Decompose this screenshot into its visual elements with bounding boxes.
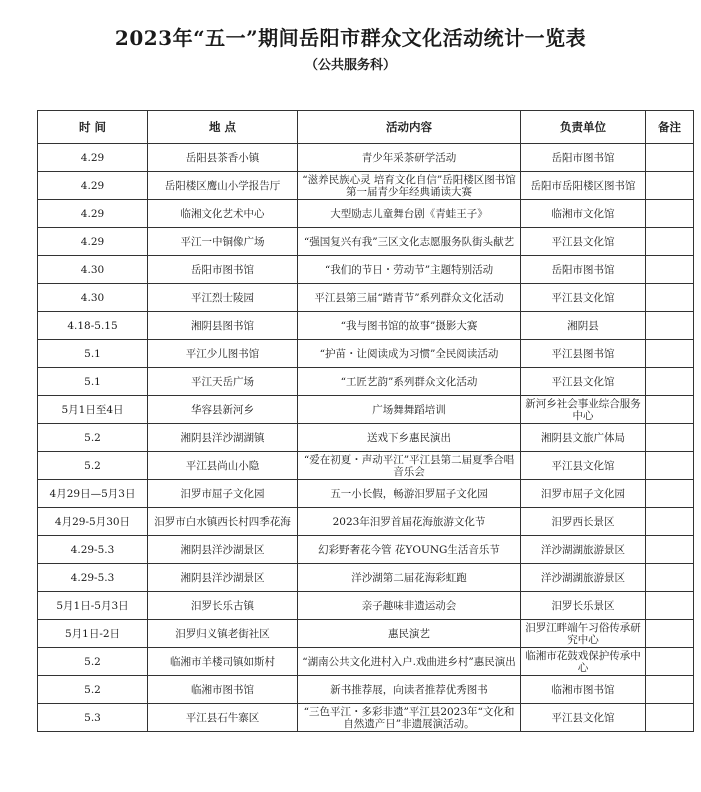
cell-activity: “我与图书馆的故事”摄影大赛 [298,312,521,340]
table-row [38,228,694,256]
cell-location: 平江一中铜像广场 [148,228,298,256]
header-time: 时 间 [38,111,148,144]
cell-unit: 新河乡社会事业综合服务中心 [521,396,646,424]
cell-activity: “滋养民族心灵 培育文化自信”岳阳楼区图书馆第一届青少年经典诵读大赛 [298,172,521,200]
table-row [38,172,694,200]
cell-time: 4.29 [38,228,148,256]
cell-remark [646,508,694,536]
cell-location: 平江烈士陵园 [148,284,298,312]
cell-unit: 岳阳市图书馆 [521,256,646,284]
cell-remark [646,396,694,424]
cell-unit: 平江县文化馆 [521,368,646,396]
cell-remark [646,480,694,508]
table-body [38,144,694,732]
cell-location: 汨罗市屈子文化园 [148,480,298,508]
cell-location: 湘阴县洋沙湖景区 [148,564,298,592]
cell-time: 4.29 [38,172,148,200]
cell-unit: 岳阳市岳阳楼区图书馆 [521,172,646,200]
cell-remark [646,536,694,564]
cell-remark [646,368,694,396]
cell-location: 平江少儿图书馆 [148,340,298,368]
cell-unit: 汨罗长乐景区 [521,592,646,620]
cell-time: 5月1日-2日 [38,620,148,648]
table-row [38,200,694,228]
cell-time: 5.2 [38,424,148,452]
table-row [38,480,694,508]
cell-location: 临湘市羊楼司镇如斯村 [148,648,298,676]
header-remark: 备注 [646,111,694,144]
table-row [38,620,694,648]
cell-unit: 平江县文化馆 [521,704,646,732]
table-row [38,676,694,704]
cell-time: 5.2 [38,676,148,704]
cell-location: 岳阳县茶香小镇 [148,144,298,172]
table-row [38,144,694,172]
cell-location: 岳阳楼区鹰山小学报告厅 [148,172,298,200]
cell-location: 华容县新河乡 [148,396,298,424]
cell-unit: 临湘市文化馆 [521,200,646,228]
cell-unit: 平江县图书馆 [521,340,646,368]
cell-remark [646,172,694,200]
cell-time: 4月29日—5月3日 [38,480,148,508]
cell-remark [646,228,694,256]
cell-time: 5.1 [38,368,148,396]
cell-time: 5.3 [38,704,148,732]
cell-unit: 平江县文化馆 [521,452,646,480]
activity-table [37,110,694,732]
cell-unit: 汨罗江畔端午习俗传承研究中心 [521,620,646,648]
cell-remark [646,620,694,648]
cell-unit: 平江县文化馆 [521,228,646,256]
table-row [38,508,694,536]
cell-location: 临湘文化艺术中心 [148,200,298,228]
table-row [38,284,694,312]
table-row [38,340,694,368]
cell-time: 4.29 [38,200,148,228]
cell-remark [646,200,694,228]
cell-time: 4.30 [38,284,148,312]
header-activity: 活动内容 [298,111,521,144]
cell-unit: 临湘市花鼓戏保护传承中心 [521,648,646,676]
cell-unit: 汨罗西长景区 [521,508,646,536]
cell-activity: “三色平江・多彩非遗”平江县2023年“文化和自然遗产日”非遗展演活动。 [298,704,521,732]
cell-activity: “湖南公共文化进村入户.戏曲进乡村”惠民演出 [298,648,521,676]
cell-time: 5.2 [38,452,148,480]
cell-time: 5月1日-5月3日 [38,592,148,620]
cell-unit: 临湘市图书馆 [521,676,646,704]
cell-location: 汨罗归义镇老街社区 [148,620,298,648]
cell-location: 岳阳市图书馆 [148,256,298,284]
cell-unit: 洋沙湖湖旅游景区 [521,536,646,564]
table-row [38,452,694,480]
cell-time: 5.2 [38,648,148,676]
table-header-row [38,111,694,144]
cell-time: 4.30 [38,256,148,284]
cell-activity: 亲子趣味非遗运动会 [298,592,521,620]
table-row [38,592,694,620]
cell-remark [646,592,694,620]
cell-location: 湘阴县图书馆 [148,312,298,340]
cell-time: 4.29 [38,144,148,172]
cell-activity: 2023年汨罗首届花海旅游文化节 [298,508,521,536]
header-unit: 负责单位 [521,111,646,144]
page-subtitle: （公共服务科） [304,58,396,73]
cell-remark [646,704,694,732]
cell-time: 4.29-5.3 [38,564,148,592]
cell-remark [646,452,694,480]
cell-unit: 岳阳市图书馆 [521,144,646,172]
cell-location: 平江天岳广场 [148,368,298,396]
cell-remark [646,564,694,592]
cell-activity: 洋沙湖第二届花海彩虹跑 [298,564,521,592]
table-row [38,648,694,676]
table-row [38,424,694,452]
cell-remark [646,144,694,172]
cell-remark [646,256,694,284]
cell-time: 4.29-5.3 [38,536,148,564]
cell-unit: 平江县文化馆 [521,284,646,312]
cell-time: 4.18-5.15 [38,312,148,340]
cell-activity: “强国复兴有我”三区文化志愿服务队街头献艺 [298,228,521,256]
table-row [38,704,694,732]
cell-activity: 五一小长假，畅游汨罗屈子文化园 [298,480,521,508]
cell-remark [646,340,694,368]
table-row [38,564,694,592]
cell-remark [646,676,694,704]
cell-activity: 新书推荐展，向读者推荐优秀图书 [298,676,521,704]
cell-activity: “工匠艺韵”系列群众文化活动 [298,368,521,396]
cell-unit: 湘阴县文旅广体局 [521,424,646,452]
cell-activity: 惠民演艺 [298,620,521,648]
cell-time: 5.1 [38,340,148,368]
cell-activity: 广场舞舞蹈培训 [298,396,521,424]
page-title: 2023年“五一”期间岳阳市群众文化活动统计一览表 [114,26,587,50]
cell-location: 平江县石牛寨区 [148,704,298,732]
cell-remark [646,424,694,452]
cell-location: 汨罗市白水镇西长村四季花海 [148,508,298,536]
cell-activity: 大型励志儿童舞台剧《青蛙王子》 [298,200,521,228]
cell-activity: 幻彩野奢花今管 花YOUNG生活音乐节 [298,536,521,564]
cell-activity: 平江县第三届“踏青节”系列群众文化活动 [298,284,521,312]
cell-activity: 青少年采茶研学活动 [298,144,521,172]
table-row [38,368,694,396]
table-row [38,256,694,284]
cell-remark [646,284,694,312]
cell-location: 汨罗长乐古镇 [148,592,298,620]
cell-location: 湘阴县洋沙湖景区 [148,536,298,564]
cell-location: 湘阴县洋沙湖湖镇 [148,424,298,452]
table-row [38,312,694,340]
cell-remark [646,312,694,340]
cell-location: 临湘市图书馆 [148,676,298,704]
cell-unit: 洋沙湖湖旅游景区 [521,564,646,592]
table-row [38,536,694,564]
cell-time: 4月29-5月30日 [38,508,148,536]
cell-time: 5月1日至4日 [38,396,148,424]
cell-unit: 汨罗市屈子文化园 [521,480,646,508]
table-row [38,396,694,424]
cell-activity: 送戏下乡惠民演出 [298,424,521,452]
header-location: 地 点 [148,111,298,144]
cell-location: 平江县尚山小隐 [148,452,298,480]
cell-activity: “我们的节日・劳动节”主题特别活动 [298,256,521,284]
cell-unit: 湘阴县 [521,312,646,340]
cell-activity: “护苗・让阅读成为习惯”全民阅读活动 [298,340,521,368]
cell-activity: “爱在初夏・声动平江”平江县第二届夏季合唱音乐会 [298,452,521,480]
cell-remark [646,648,694,676]
